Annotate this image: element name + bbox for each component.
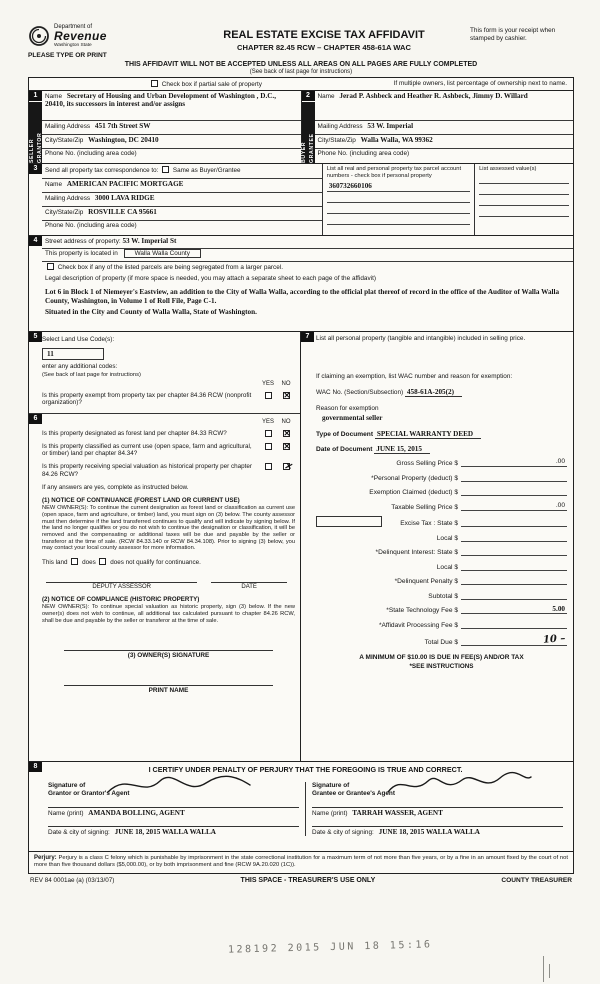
no-header: NO	[281, 380, 291, 387]
grantee-signature-label: Signature of Grantee or Grantee's Agent	[312, 781, 395, 797]
yes-header: YES	[261, 380, 274, 387]
type-of-document-row	[316, 430, 567, 438]
notice-compliance-text: NEW OWNER(S): To continue special valuation as historic property, sign (3) below. If the new owner(s) does not wish to continue, all additional tax calculated pursuant to chapter 84.26 RCW, shall be due and payable by the seller or transferor at the time of sale.	[42, 604, 295, 624]
form-body	[28, 77, 574, 874]
left-column	[29, 332, 301, 761]
section-3-number: 3	[29, 164, 42, 174]
date-of-document-label: Date of Document	[316, 445, 373, 453]
certify-statement: I CERTIFY UNDER PENALTY OF PERJURY THAT THE FOREGOING IS TRUE AND CORRECT.	[148, 764, 463, 774]
county-treasurer-label: COUNTY TREASURER	[501, 876, 572, 884]
correspondence-citystatezip-row: City/State/Zip ROSVILLE CA 95661	[42, 207, 322, 221]
partial-sale-row	[29, 78, 573, 91]
logo-revenue-line: Revenue	[54, 29, 107, 44]
correspondence-phone-row: Phone No. (including area code)	[45, 221, 137, 229]
property-description-section	[29, 236, 573, 332]
acceptance-warning: THIS AFFIDAVIT WILL NOT BE ACCEPTED UNLESS ALL AREAS ON ALL PAGES ARE FULLY COMPLETED	[124, 60, 478, 68]
seller-name-label: Name	[45, 92, 63, 100]
seller-citystatezip-row	[42, 135, 301, 149]
correspondence-citystatezip-value: ROSVILLE CA 95661	[88, 207, 157, 216]
section-2-number: 2	[302, 91, 315, 101]
no-header-2: NO	[281, 418, 291, 425]
located-in-label: This property is located in	[45, 249, 118, 257]
seller-sidebar-label: SELLER	[28, 138, 35, 163]
correspondence-head	[42, 164, 322, 179]
minimum-due-note: A MINIMUM OF $10.00 IS DUE IN FEE(S) AND/OR TAX	[359, 654, 524, 662]
parcel-numbers-header: List all real and personal property tax parcel account numbers - check box if personal property	[326, 165, 462, 179]
seller-citystatezip-label: City/State/Zip	[45, 136, 84, 144]
grantor-sidebar-label: GRANTOR	[36, 132, 43, 163]
current-use-question: Is this property classified as current use (open space, farm and agricultural, or timber) land per chapter 84.34?	[42, 442, 252, 458]
wac-value: 458-61A-205(2)	[405, 388, 462, 397]
situated-text: Situated in the City and County of Walla Walla, State of Washington.	[45, 307, 257, 316]
correspondence-name-row: Name AMERICAN PACIFIC MORTGAGE	[42, 179, 322, 193]
buyer-sidebar-label: BUYER	[301, 141, 307, 163]
logo-dept-line: Department of	[54, 24, 93, 30]
notice-continuance-title: (1) NOTICE OF CONTINUANCE (FOREST LAND OR CURRENT USE)	[42, 497, 240, 505]
buyer-section	[301, 91, 574, 163]
rev-form-number: REV 84 0001ae (a) (03/13/07)	[30, 876, 115, 884]
exemption-claim-label: If claiming an exemption, list WAC number and reason for exemption:	[316, 372, 513, 380]
type-of-document-label: Type of Document	[316, 430, 374, 438]
delinquent-interest-local-row: Local $	[316, 562, 567, 571]
delinquent-interest-state-row: *Delinquent Interest: State $	[316, 547, 567, 556]
seller-citystatezip-value: Washington, DC 20410	[88, 135, 159, 144]
personal-property-deduct-row: *Personal Property (deduct) $	[316, 473, 567, 482]
grantor-signature	[102, 768, 257, 800]
seller-mailing-value: 451 7th Street SW	[94, 121, 151, 130]
segregated-label: Check box if any of the listed parcels are being segregated from a larger parcel.	[57, 263, 283, 271]
same-as-buyer-label: Same as Buyer/Grantee	[172, 166, 241, 174]
land-use-code-value: 11	[42, 348, 104, 360]
total-due-row: Total Due $ 10 –	[424, 633, 566, 647]
footer-row	[28, 877, 574, 884]
form-chapter-line: CHAPTER 82.45 RCW – CHAPTER 458-61A WAC	[237, 43, 411, 52]
grantor-signature-column	[42, 782, 305, 836]
buyer-citystatezip-label: City/State/Zip	[317, 136, 356, 144]
buyer-citystatezip-row	[315, 135, 574, 149]
legal-description-label: Legal description of property (if more space is needed, you may attach a separate sheet to each page of the affidavit)	[45, 274, 376, 282]
perjury-notice	[29, 852, 573, 873]
type-of-document-value: SPECIAL WARRANTY DEED	[375, 430, 481, 439]
section-4-number: 4	[29, 236, 42, 246]
parcel-blank-line	[327, 192, 470, 203]
form-header	[28, 24, 574, 59]
exempt-yes-checkbox	[265, 392, 272, 399]
parcel-blank-line	[327, 214, 470, 225]
correspondence-mailing-row: Mailing Address 3000 LAVA RIDGE	[42, 193, 322, 207]
exemption-claimed-row: Exemption Claimed (deduct) $	[316, 487, 567, 496]
section-1-number: 1	[29, 91, 42, 101]
reason-exemption-label: Reason for exemption	[316, 404, 379, 412]
excise-state-box	[316, 516, 382, 527]
correspondence-section	[29, 164, 573, 236]
see-instructions-note: *SEE INSTRUCTIONS	[409, 663, 474, 671]
land-use-section	[29, 332, 300, 414]
tax-computation-section	[301, 332, 573, 761]
receipt-note: This form is your receipt when stamped by cashier.	[470, 27, 556, 42]
perjury-label: Perjury:	[34, 854, 57, 861]
date-of-document-value: JUNE 15, 2015	[374, 445, 430, 454]
wac-label: WAC No. (Section/Subsection)	[316, 388, 404, 396]
land-use-label: Select Land Use Code(s):	[42, 335, 115, 343]
logo-state-line: Washington State	[54, 42, 92, 48]
exempt-question-row	[42, 392, 295, 407]
reason-exemption-value: governmental seller	[322, 413, 383, 422]
grantee-signature	[384, 766, 534, 800]
subtotal-row: Subtotal $	[316, 591, 567, 600]
scan-artifact	[543, 956, 544, 982]
section-5-number: 5	[29, 332, 42, 342]
seller-grantor-sidebar	[29, 102, 42, 163]
assessed-value-line	[479, 206, 569, 217]
forest-question-row	[42, 430, 295, 438]
correspondence-left	[29, 164, 323, 235]
dept-of-revenue-logo	[28, 24, 178, 48]
forest-no-checkbox: ✕	[283, 428, 291, 438]
grantor-printed-name: AMANDA BOLLING, AGENT	[88, 808, 185, 817]
logo-wordmark	[54, 24, 107, 48]
treasurer-space-label: THIS SPACE - TREASURER'S USE ONLY	[240, 876, 376, 884]
assessed-value-line	[479, 173, 569, 184]
gross-selling-price-row: Gross Selling Price $ .00	[396, 458, 565, 468]
same-as-buyer-checkbox	[162, 166, 169, 173]
section-6-number: 6	[29, 414, 42, 424]
certification-section	[29, 762, 573, 852]
buyer-phone-row	[315, 149, 574, 163]
grantor-date-city: JUNE 18, 2015 WALLA WALLA	[114, 827, 216, 836]
seller-phone-row	[42, 149, 301, 163]
current-use-question-row	[42, 443, 295, 458]
partial-sale-checkbox	[151, 80, 158, 87]
buyer-citystatezip-value: Walla Walla, WA 99362	[360, 135, 433, 144]
parcel-numbers-column	[323, 164, 475, 235]
historic-yes-checkbox	[265, 463, 272, 470]
partial-sale-group	[149, 80, 262, 88]
excise-tax-local-row: Local $	[316, 533, 567, 542]
revenue-logo-icon	[28, 25, 50, 47]
grantee-signature-column	[305, 782, 569, 836]
header-left	[28, 24, 178, 59]
assessed-value-line	[479, 195, 569, 206]
middle-columns	[29, 332, 573, 762]
buyer-mailing-row	[315, 121, 574, 135]
street-address-label: Street address of property:	[45, 237, 121, 245]
buyer-name-label: Name	[317, 92, 335, 100]
notice-continuance-text: NEW OWNER(S): To continue the current designation as forest land or classification as current use (open space, farm and agriculture, or timber) land, you must sign on (3) below. The county assessor must then determine if the land transferred continues to qualify and will indicate by signing below. If the land no longer qualifies or you do not wish to continue the designation or classification, it will be removed and the compensating or additional taxes will be due and payable by the seller or transferor at the time of sale. (RCW 84.33.140 or RCW 84.34.108). Prior to signing (3) below, you may contact your local county assessor for more information.	[42, 505, 295, 552]
additional-codes-label: enter any additional codes:	[42, 362, 118, 370]
segregated-row	[42, 262, 573, 274]
owners-signature-line: (3) OWNER(S) SIGNATURE	[64, 650, 273, 659]
multiple-owners-note: If multiple owners, list percentage of ownership next to name.	[393, 80, 567, 88]
does-label: does	[82, 559, 96, 567]
correspondence-name-value: AMERICAN PACIFIC MORTGAGE	[66, 179, 184, 188]
land-does-checkbox	[71, 558, 78, 565]
please-type-or-print: PLEASE TYPE OR PRINT	[28, 51, 107, 59]
grantee-date-city: JUNE 18, 2015 WALLA WALLA	[378, 827, 480, 836]
wac-row	[316, 388, 567, 396]
perjury-text: Perjury is a class C felony which is punishable by imprisonment in the state correctional institution for a maximum term of not more than five years, or by a fine in an amount fixed by the court of not more than five thousand dollars ($5,000.00), or by both imprisonment and fine (RCW 9A.20.020 (1C)).	[34, 854, 568, 869]
seller-name-value: Secretary of Housing and Urban Development of Washington , D.C., 20410, its successors in interest and/or assigns	[45, 91, 277, 108]
grantee-printed-name: TARRAH WASSER, AGENT	[352, 808, 443, 817]
current-yes-checkbox	[265, 443, 272, 450]
if-yes-note: If any answers are yes, complete as instructed below.	[42, 484, 189, 492]
deputy-assessor-line: DEPUTY ASSESSOR	[46, 582, 197, 590]
cashier-date-stamp: 128192 2015 JUN 18 15:16	[227, 939, 433, 956]
parties-row	[29, 91, 573, 164]
exempt-question: Is this property exempt from property tax per chapter 84.36 RCW (nonprofit organization)?	[42, 391, 252, 407]
assessed-value-line	[479, 184, 569, 195]
correspondence-mailing-value: 3000 LAVA RIDGE	[94, 193, 155, 202]
seller-mailing-label: Mailing Address	[45, 122, 91, 130]
parcel-number-value: 360732660106	[327, 182, 470, 192]
classification-section	[29, 414, 300, 698]
header-center	[178, 24, 470, 52]
buyer-mailing-label: Mailing Address	[317, 122, 363, 130]
forest-question: Is this property designated as forest land per chapter 84.33 RCW?	[42, 429, 227, 437]
notice-compliance-title: (2) NOTICE OF COMPLIANCE (HISTORIC PROPERTY)	[42, 596, 200, 604]
partial-sale-label: Check box if partial sale of property	[161, 80, 262, 88]
grantor-name-row: Name (print) AMANDA BOLLING, AGENT	[48, 807, 299, 817]
grantee-name-row: Name (print) TARRAH WASSER, AGENT	[312, 807, 563, 817]
grantor-date-row: Date & city of signing: JUNE 18, 2015 WALLA WALLA	[48, 826, 299, 836]
form-title: REAL ESTATE EXCISE TAX AFFIDAVIT	[223, 29, 425, 41]
assessed-values-header: List assessed value(s)	[479, 165, 537, 172]
total-due-handwritten-value: 10 –	[542, 633, 566, 647]
taxable-selling-price-row: Taxable Selling Price $ .00	[391, 501, 565, 511]
legal-description-text: Lot 6 in Block 1 of Niemeyer's Eastview, an addition to the City of Walla Walla, according to the official plat thereof of record in the office of the Auditor of Walla Walla County, Washington, in Volume 1 of Roll File, Page C-1.	[45, 287, 560, 305]
land-qualify-row	[42, 558, 295, 566]
yes-header-2: YES	[261, 418, 274, 425]
buyer-grantee-sidebar	[302, 102, 315, 163]
does-not-label: does not qualify for continuance.	[110, 559, 201, 567]
seller-mailing-row	[42, 121, 301, 135]
grantee-date-row: Date & city of signing: JUNE 18, 2015 WALLA WALLA	[312, 826, 563, 836]
scan-artifact	[549, 964, 550, 978]
state-technology-fee-row: *State Technology Fee $ 5.00	[386, 605, 565, 615]
historic-question: Is this property receiving special valuation as historical property per chapter 84.26 RCW?	[42, 463, 252, 478]
deputy-date-line: DATE	[211, 582, 287, 590]
seller-phone-label: Phone No. (including area code)	[45, 149, 137, 157]
excise-tax-state-row: Excise Tax : State $	[316, 516, 567, 527]
yes-no-header	[42, 381, 295, 387]
yes-no-header-2	[42, 419, 295, 425]
seller-name-row	[42, 91, 301, 121]
segregated-checkbox	[47, 263, 54, 270]
signature-columns	[42, 782, 569, 836]
street-address-value: 53 W. Imperial St	[122, 236, 177, 245]
buyer-name-row	[315, 91, 574, 121]
grantor-signature-label: Signature of Grantor or Grantor's Agent	[48, 781, 130, 797]
section-7-number: 7	[301, 332, 314, 342]
exempt-no-checkbox: ✕	[283, 390, 291, 400]
forest-yes-checkbox	[265, 430, 272, 437]
historic-question-row	[42, 463, 295, 478]
grantee-sidebar-label: GRANTEE	[309, 133, 315, 163]
located-county-value: Walla Walla County	[124, 249, 201, 258]
parcel-blank-line	[327, 203, 470, 214]
date-of-document-row	[316, 445, 567, 453]
see-back-note: (See back of last page for instructions)	[249, 68, 353, 75]
deputy-assessor-row	[46, 582, 287, 590]
print-name-line: PRINT NAME	[64, 685, 273, 694]
buyer-phone-label: Phone No. (including area code)	[317, 149, 410, 157]
located-in-row	[42, 249, 573, 262]
this-land-label: This land	[42, 559, 68, 567]
current-no-checkbox: ✕	[283, 441, 291, 451]
see-back-note-2: (See back of last page for instructions)	[42, 371, 141, 378]
delinquent-penalty-row: *Delinquent Penalty $	[316, 576, 567, 585]
land-does-not-checkbox	[99, 558, 106, 565]
section-8-number: 8	[29, 762, 42, 772]
assessed-values-column	[475, 164, 573, 235]
personal-property-label: List all personal property (tangible and intangible) included in selling price.	[316, 334, 526, 342]
seller-section	[29, 91, 301, 163]
buyer-mailing-value: 53 W. Imperial	[367, 121, 414, 130]
send-correspondence-label: Send all property tax correspondence to:	[45, 166, 159, 174]
historic-no-checkbox: ✕	[282, 461, 292, 473]
affidavit-processing-fee-row: *Affidavit Processing Fee $	[316, 620, 567, 629]
street-address-row	[42, 236, 573, 249]
buyer-name-value: Jerad P. Ashbeck and Heather R. Ashbeck, Jimmy D. Willard	[339, 91, 528, 100]
